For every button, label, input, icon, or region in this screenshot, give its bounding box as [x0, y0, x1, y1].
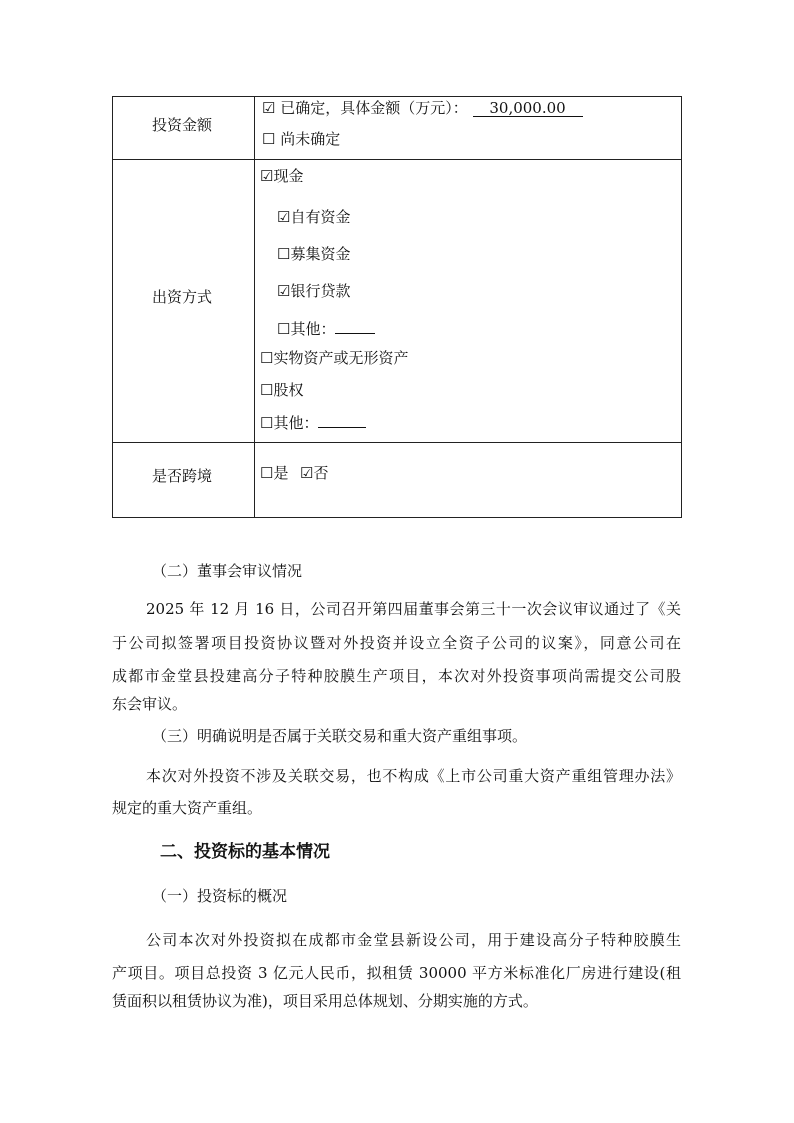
option-label: 其他：	[273, 414, 319, 432]
checkbox-unchecked-icon: ☐	[262, 130, 276, 148]
option-label: 实物资产或无形资产	[273, 349, 409, 367]
row-label-cross-border: 是否跨境	[152, 467, 213, 485]
table-border-left	[112, 96, 113, 518]
option-yes	[260, 464, 288, 482]
option-label: 现金	[273, 167, 304, 185]
table-row-divider	[112, 159, 682, 160]
paragraph-line: 本次对外投资不涉及关联交易，也不构成《上市公司重大资产重组管理办法》	[146, 767, 681, 785]
option-label: 其他：	[290, 320, 336, 338]
blank-line	[318, 412, 366, 428]
paragraph-line: 于公司拟签署项目投资协议暨对外投资并设立全资子公司的议案》，同意公司在	[112, 634, 681, 652]
option-confirmed	[262, 99, 583, 117]
paragraph-line: 赁面积以租赁协议为准)，项目采用总体规划、分期实施的方式。	[112, 992, 538, 1010]
row-label-funding-method: 出资方式	[152, 288, 213, 306]
section-title-board-review: （二）董事会审议情况	[152, 562, 303, 580]
checkbox-checked-icon: ☑	[277, 282, 291, 300]
table-column-divider	[254, 96, 255, 518]
table-border-right	[681, 96, 682, 518]
option-own-funds	[277, 208, 350, 226]
row-label-investment-amount: 投资金额	[152, 116, 213, 134]
table-border-bottom	[112, 517, 682, 518]
option-raised-funds	[277, 245, 350, 263]
option-label: 股权	[273, 381, 304, 399]
checkbox-unchecked-icon: ☐	[260, 381, 274, 399]
option-label: 尚未确定	[280, 130, 341, 148]
paragraph-line: 2025 年 12 月 16 日，公司召开第四届董事会第三十一次会议审议通过了《关	[146, 600, 681, 618]
option-physical-assets	[260, 349, 408, 367]
option-bank-loan	[277, 282, 350, 300]
option-label: 已确定，具体金额（万元）：	[280, 99, 468, 117]
checkbox-checked-icon: ☑	[300, 464, 314, 482]
amount-value: 30,000.00	[473, 101, 583, 117]
paragraph-line: 规定的重大资产重组。	[112, 799, 263, 817]
paragraph-line: 公司本次对外投资拟在成都市金堂县新设公司，用于建设高分子特种胶膜生	[146, 931, 681, 949]
section-title-related-transaction: （三）明确说明是否属于关联交易和重大资产重组事项。	[152, 727, 528, 745]
checkbox-unchecked-icon: ☐	[277, 320, 291, 338]
option-label: 银行贷款	[290, 282, 351, 300]
option-label: 募集资金	[290, 245, 351, 263]
paragraph-line: 成都市金堂县投建高分子特种胶膜生产项目，本次对外投资事项尚需提交公司股	[112, 667, 681, 685]
option-other	[260, 412, 366, 432]
table-row-divider	[112, 442, 682, 443]
checkbox-checked-icon: ☑	[260, 167, 274, 185]
checkbox-unchecked-icon: ☐	[260, 414, 274, 432]
checkbox-unchecked-icon: ☐	[260, 349, 274, 367]
checkbox-checked-icon: ☑	[277, 208, 291, 226]
checkbox-unchecked-icon: ☐	[277, 245, 291, 263]
blank-line	[335, 318, 375, 334]
checkbox-unchecked-icon: ☐	[260, 464, 274, 482]
paragraph-line: 产项目。项目总投资 3 亿元人民币，拟租赁 30000 平方米标准化厂房进行建设(租	[112, 964, 681, 982]
option-no	[300, 464, 328, 482]
option-cash	[260, 167, 303, 185]
option-label: 自有资金	[290, 208, 351, 226]
section-title-target-overview: （一）投资标的概况	[152, 887, 288, 905]
table-border-top	[112, 96, 682, 97]
option-equity	[260, 381, 303, 399]
paragraph-line: 东会审议。	[112, 695, 188, 713]
checkbox-checked-icon: ☑	[262, 99, 276, 117]
heading-investment-target: 二、投资标的基本情况	[160, 842, 330, 862]
option-label: 是	[273, 464, 289, 482]
option-cash-other	[277, 318, 375, 338]
option-label: 否	[313, 464, 329, 482]
option-not-confirmed	[262, 130, 340, 148]
